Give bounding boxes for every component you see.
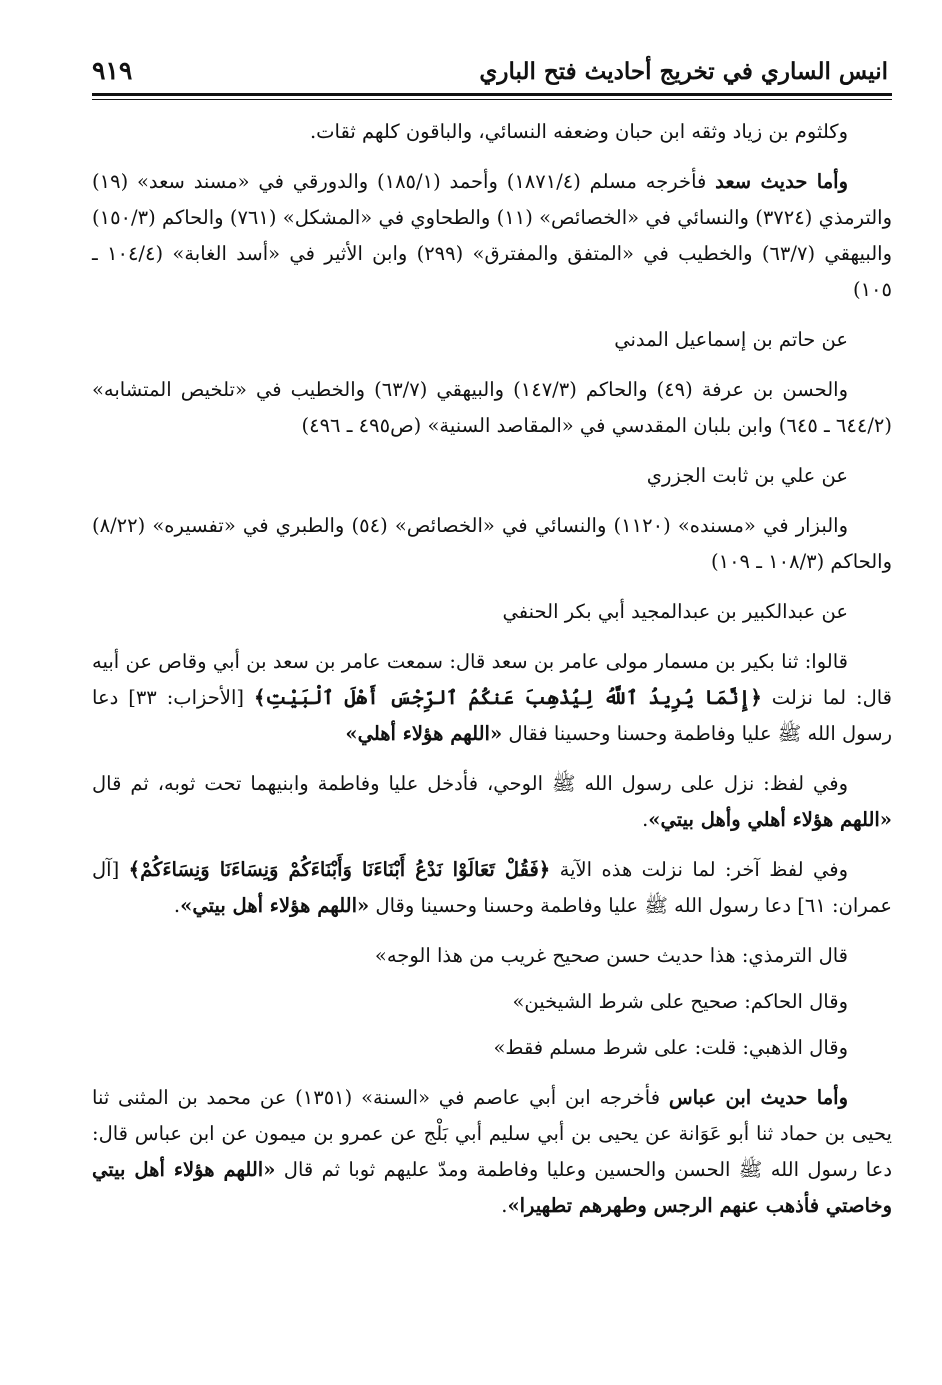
paragraph-10-quote: «اللهم هؤلاء أهل بيتي» <box>180 894 370 917</box>
header-rule-thin <box>92 99 892 100</box>
header-rule-thick <box>92 93 892 96</box>
paragraph-14-end: . <box>501 1194 508 1217</box>
paragraph-14 <box>92 1080 892 1224</box>
paragraph-5: عن علي بن ثابت الجزري <box>646 464 848 487</box>
paragraph-1: وكلثوم بن زياد وثقه ابن حبان وضعفه النسائي، والباقون كلهم ثقات. <box>309 120 848 143</box>
paragraph-9 <box>92 766 892 838</box>
paragraph-8-text-b: [الأحزاب: ٣٣] دعا رسول الله ﷺ عليا وفاطمة وحسنا وحسينا فقال <box>92 686 892 745</box>
paragraph-3: عن حاتم بن إسماعيل المدني <box>614 328 848 351</box>
body-text <box>92 114 892 1238</box>
quran-verse-al-imran: ﴿فَقُلْ تَعَالَوْا نَدْعُ أَبْنَاءَنَا وَأَبْنَاءَكُمْ وَنِسَاءَنَا وَنِسَاءَكُمْ﴾ <box>128 858 551 881</box>
quran-verse-ahzab: ﴿إِنَّمَا يُرِيدُ ٱللَّهُ لِيُذْهِبَ عَنكُمُ ٱلرِّجْسَ أَهْلَ ٱلْبَيْتِ﴾ <box>253 686 762 709</box>
paragraph-14-quote: «اللهم هؤلاء أهل بيتي وخاصتي فأذهب عنهم الرجس وطهرهم تطهيرا» <box>92 1158 892 1217</box>
paragraph-14-lead: وأما حديث ابن عباس <box>668 1086 849 1109</box>
paragraph-2-lead: وأما حديث سعد <box>715 170 849 193</box>
paragraph-10-text-a: وفي لفظ آخر: لما نزلت هذه الآية <box>550 858 848 881</box>
page-header <box>92 54 892 94</box>
paragraph-13: وقال الذهبي: قلت: على شرط مسلم فقط» <box>493 1036 848 1059</box>
paragraph-2 <box>92 164 892 308</box>
paragraph-8-quote: «اللهم هؤلاء أهلي» <box>345 722 503 745</box>
paragraph-11: قال الترمذي: هذا حديث حسن صحيح غريب من هذا الوجه» <box>374 944 848 967</box>
paragraph-6: والبزار في «مسنده» (١١٢٠) والنسائي في «الخصائص» (٥٤) والطبري في «تفسيره» (٨/٢٢) والحاكم (١٠٨/٣ ـ ١٠٩) <box>92 514 892 573</box>
paragraph-12: وقال الحاكم: صحيح على شرط الشيخين» <box>512 990 848 1013</box>
paragraph-2-text: فأخرجه مسلم (١٨٧١/٤) وأحمد (١٨٥/١) والدورقي في «مسند سعد» (١٩) والترمذي (٣٧٢٤) والنسائي في «الخصائص» (١١) والطحاوي في «المشكل» (٧٦١) والحاكم (١٥٠/٣) والبيهقي (٦٣/٧) والخطيب في «المتفق والمفترق» (٢٩٩) وابن الأثير في «أسد الغابة» (١٠٤/٤ ـ ١٠٥) <box>92 170 892 301</box>
paragraph-9-quote: «اللهم هؤلاء أهلي وأهل بيتي» <box>648 808 892 831</box>
paragraph-8 <box>92 644 892 752</box>
paragraph-14-text: فأخرجه ابن أبي عاصم في «السنة» (١٣٥١) عن محمد بن المثنى ثنا يحيى بن حماد ثنا أبو عَوَانة عن يحيى بن أبي سليم أبي بَلْج عن عمرو بن ميمون عن ابن عباس قال: دعا رسول الله ﷺ الحسن والحسين وعليا وفاطمة ومدّ عليهم ثوبا ثم قال <box>92 1086 892 1181</box>
paragraph-9-end: . <box>642 808 649 831</box>
paragraph-4: والحسن بن عرفة (٤٩) والحاكم (١٤٧/٣) والبيهقي (٦٣/٧) والخطيب في «تلخيص المتشابه» (٦٤٤/٢ ـ ٦٤٥) وابن بلبان المقدسي في «المقاصد السنية» (ص٤٩٥ ـ ٤٩٦) <box>92 378 892 437</box>
running-title: انيس الساري في تخريج أحاديث فتح الباري <box>479 58 888 85</box>
paragraph-10 <box>92 852 892 924</box>
paragraph-7: عن عبدالكبير بن عبدالمجيد أبي بكر الحنفي <box>502 600 848 623</box>
page-number: ٩١٩ <box>92 56 133 85</box>
paragraph-10-end: . <box>173 894 181 917</box>
paragraph-9-text: وفي لفظ: نزل على رسول الله ﷺ الوحي، فأدخل عليا وفاطمة وابنيهما تحت ثوبه، ثم قال <box>92 772 848 795</box>
paragraph-8-text-a: قالوا: ثنا بكير بن مسمار مولى عامر بن سعد قال: سمعت عامر بن سعد بن أبي وقاص عن أبيه قال: لما نزلت <box>92 650 893 709</box>
paragraph-10-text-b: [آل عمران: ٦١] دعا رسول الله ﷺ عليا وفاطمة وحسنا وحسينا وقال <box>92 858 892 917</box>
